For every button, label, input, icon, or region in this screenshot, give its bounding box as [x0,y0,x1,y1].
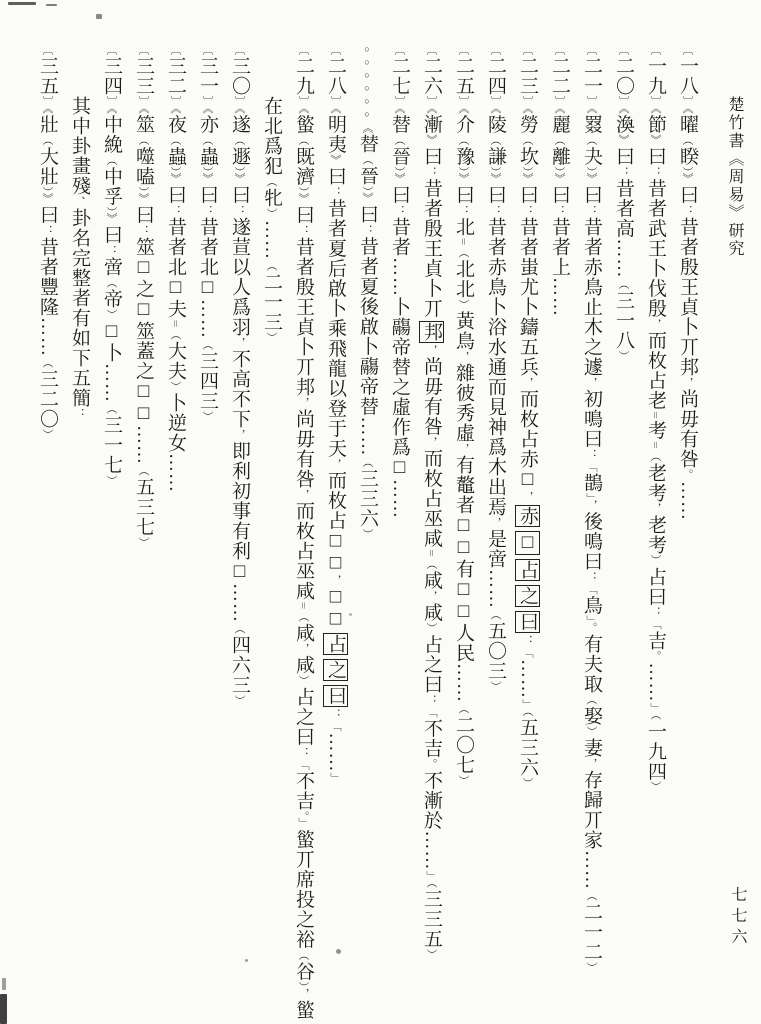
scan-artifact [96,14,102,19]
entry-column: 〔二七〕《替（晉）》曰：昔者……卜鬺帝替之虛作爲□…… [389,44,410,519]
entry-column: 〔一八〕《曜（睽）》曰：昔者殷王貞卜丌邦，尚毋有咎。…… [677,44,698,521]
scan-artifact [349,613,352,616]
scan-artifact [520,333,523,335]
scan-artifact [2,978,6,990]
entry-column: 〔二九〕《螸（既濟）》曰：昔者殷王貞卜丌邦，尚毋有咎，而枚占巫咸＝（咸，咸）占之曰：「不吉。」螸丌席投之裕（谷），螸 [293,44,314,1021]
entry-column: 〔三一〕《亦（蟲）》曰：昔者北□……（三四三） [197,44,218,423]
entry-column: 〔二八〕《明夷》曰：昔者夏后啟卜乘飛龍以登于天，而枚占□□，□□占之曰：「……」 [325,44,346,785]
text-block [31,44,703,1024]
entry-column: 〔一九〕《節》曰：昔者武王卜伐殷，而枚占老＝考＝（老考，老考）占曰：「吉。……」（一九四） [645,44,666,794]
page-number: 七七六 [729,886,746,949]
scan-artifact [245,959,248,962]
entry-column: 〔三〇〕《遂（遯）》曰：遂荁以人爲羽，不高不下，即利初事有利□……（四六三） [229,44,250,707]
scan-artifact [336,949,341,954]
entry-column: 〔二五〕《介（豫）》曰：北＝（北北）黃鳥，雜彼秀虛，有鼇者□□有□□人民……（二〇七） [453,44,474,788]
entry-column: ○○○○○○《替（晉）》曰：昔者夏後啟卜鬺帝替……（三三六） [357,44,378,541]
entry-column: 其中卦畫殘、卦名完整者有如下五簡： [69,96,90,420]
entry-column: 〔三五〕《壯（大壯）》曰：昔者豐隆……（三二〇） [37,44,58,441]
running-head: 楚竹書《周易》研究 [726,96,743,258]
entry-column: 〔三三〕《筮（噬嗑）》曰：筮□之□筮蓋之□□……（五三七） [133,44,154,549]
scan-artifact [46,4,57,6]
scan-artifact [0,994,7,1024]
entry-column: 〔二〇〕《渙》曰：昔者高……（三一八） [613,44,634,363]
entry-column: 〔二三〕《勞（坎）》曰：昔者蚩尤卜鑄五兵，而枚占赤□，赤□占之曰：「……」（五三六） [517,44,538,790]
entry-column: 〔二一〕《罬（夬）》曰：昔者赤鳥止木之遽，初鳴曰：「鵲」，後鳴曰：「鳥」。有夫取（娶）妻，存歸丌家……（二一二） [581,44,602,974]
entry-column: 〔二四〕《陵（謙）》曰：昔者赤鳥卜浴水通而見神爲木出焉，是啻……（五〇三） [485,44,506,693]
entry-column: 〔三二〕《夜（蟲）》曰：昔者北□夫＝（大夫）卜逆女…… [165,44,186,494]
entry-column: 〔二二〕《麗（離）》曰：昔者上…… [549,44,570,317]
entry-column: 〔三四〕《中絻（中孚）》曰：啻（帝）□卜……（三一七） [101,44,122,487]
entry-column: 在北爲犯（牝）……（二一三） [261,96,282,344]
scan-artifact [8,2,36,5]
entry-column: 〔二六〕《漸》曰：昔者殷王貞卜丌邦，尚毋有咎，而枚占巫咸＝（咸，咸）占之曰：「不吉。不漸於……」（三三五） [421,44,442,962]
